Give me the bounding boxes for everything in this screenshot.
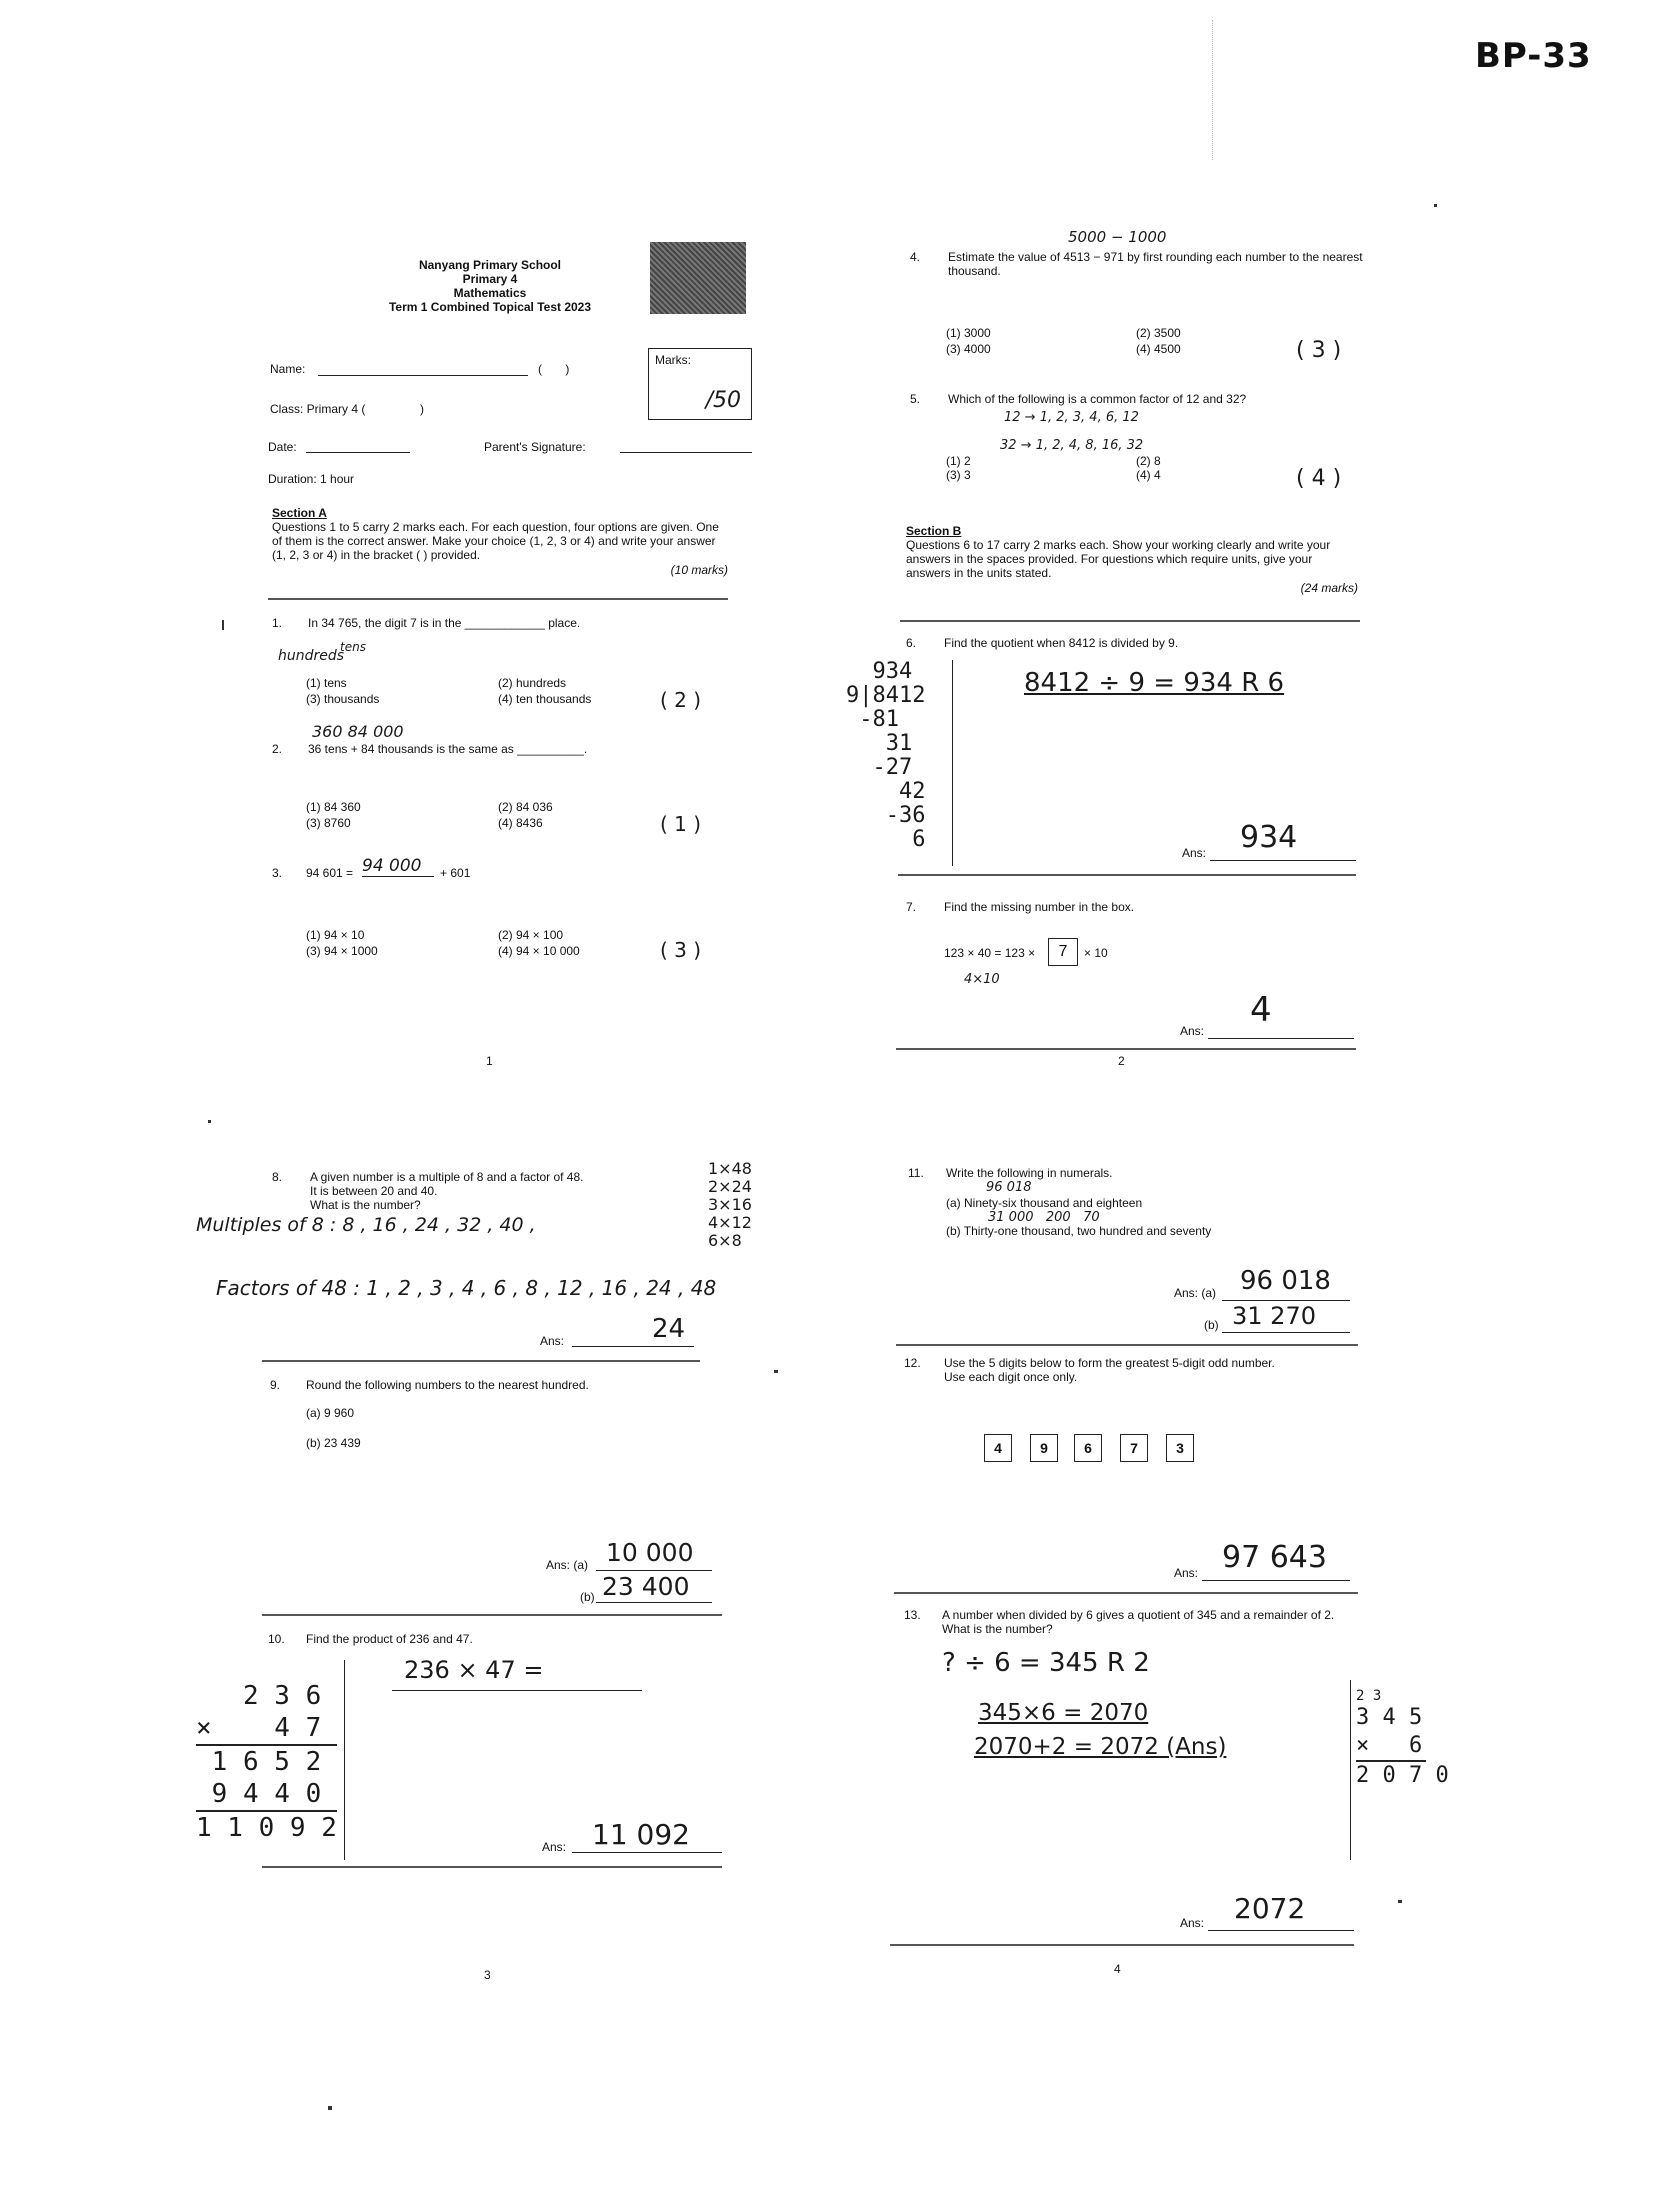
q9-answer-a: 10 000 <box>606 1538 694 1567</box>
q10-text: Find the product of 236 and 47. <box>306 1632 473 1646</box>
section-a-marks: (10 marks) <box>670 562 728 577</box>
q13-number: 13. <box>904 1608 921 1622</box>
page-number-1: 1 <box>486 1054 493 1068</box>
q10-answer: 11 092 <box>592 1818 690 1851</box>
q8-text <box>310 1170 584 1212</box>
q7-ans-label: Ans: <box>1180 1024 1205 1038</box>
q6-div-line: 934 <box>846 659 913 684</box>
q11-ans-label-a: Ans: (a) <box>1174 1286 1217 1300</box>
q10-number: 10. <box>268 1632 285 1646</box>
q2-option-3: (3) 8760 <box>306 816 351 830</box>
class-label: Class: Primary 4 ( <box>270 402 366 416</box>
school-name: Nanyang Primary School <box>418 258 562 272</box>
name-line <box>318 375 528 376</box>
date-line <box>306 452 410 453</box>
q9-text: Round the following numbers to the nearest hundred. <box>306 1378 589 1392</box>
q6-div-line: 31 <box>846 731 913 756</box>
q12-answer: 97 643 <box>1222 1540 1327 1575</box>
q5-option-1: (1) 2 <box>946 454 971 468</box>
q13-side-working <box>1356 1688 1449 1790</box>
page-number-4: 4 <box>1114 1962 1121 1976</box>
q3-option-1: (1) 94 × 10 <box>306 928 365 942</box>
q10-work-line: 1 1 0 9 2 <box>196 1813 337 1843</box>
subject: Mathematics <box>453 286 527 301</box>
q3-text-a: 94 601 = <box>306 866 354 880</box>
digit-card: 3 <box>1166 1434 1194 1462</box>
q2-number: 2. <box>272 742 283 756</box>
q12-text-line: Use the 5 digits below to form the greatest 5-digit odd number. <box>944 1356 1275 1370</box>
q4-option-2: (2) 3500 <box>1136 326 1181 340</box>
q1-number: 1. <box>272 616 283 630</box>
scan-speck <box>208 1120 211 1123</box>
q4-working: 5000 − 1000 <box>1068 228 1167 246</box>
digit-card: 7 <box>1120 1434 1148 1462</box>
divider <box>262 1614 722 1616</box>
date-label: Date: <box>268 440 297 454</box>
q10-work-line: 1 6 5 2 <box>196 1747 322 1777</box>
q9-ans-line-a <box>596 1570 712 1571</box>
marks-label: Marks: <box>655 353 691 367</box>
q8-ans-label: Ans: <box>540 1334 565 1348</box>
q1-option-3: (3) thousands <box>306 692 380 706</box>
q4-option-4: (4) 4500 <box>1136 342 1181 356</box>
q7-text: Find the missing number in the box. <box>944 900 1135 914</box>
q10-work-line: 2 3 6 <box>196 1681 322 1711</box>
q3-option-4: (4) 94 × 10 000 <box>498 944 580 958</box>
working-divider <box>344 1660 345 1860</box>
q6-number: 6. <box>906 636 917 650</box>
q4-number: 4. <box>910 250 921 264</box>
q9-part-a: (a) 9 960 <box>306 1406 355 1420</box>
q13-side-line: 3 4 5 <box>1356 1705 1423 1730</box>
q3-answer: ( 3 ) <box>660 938 702 962</box>
q10-working-line <box>392 1690 642 1691</box>
q12-text-line: Use each digit once only. <box>944 1370 1078 1385</box>
q13-working-2: 345×6 = 2070 <box>978 1700 1149 1726</box>
working-divider <box>952 660 953 866</box>
q3-option-2: (2) 94 × 100 <box>498 928 564 942</box>
q1-text: In 34 765, the digit 7 is in the ____________ place. <box>308 616 581 630</box>
q13-ans-line <box>1208 1930 1354 1931</box>
q11-number: 11. <box>908 1166 924 1180</box>
q5-working-1: 12 → 1, 2, 3, 4, 6, 12 <box>1004 410 1139 425</box>
q8-multiples-working: Multiples of 8 : 8 , 16 , 24 , 32 , 40 , <box>196 1214 536 1236</box>
q7-eq-b: × 10 <box>1084 946 1108 960</box>
q11-part-b: (b) Thirty-one thousand, two hundred and seventy <box>946 1224 1212 1238</box>
q6-div-line: -36 <box>846 803 926 828</box>
q1-working-1: hundreds <box>278 648 345 664</box>
q10-working: 236 × 47 = <box>404 1656 544 1684</box>
section-b-marks: (24 marks) <box>1300 580 1358 595</box>
divider <box>896 1048 1356 1050</box>
q4-answer: ( 3 ) <box>1296 338 1342 363</box>
q5-working-2: 32 → 1, 2, 4, 8, 16, 32 <box>1000 438 1144 453</box>
q6-div-line: 6 <box>846 827 926 852</box>
q6-answer: 934 <box>1240 820 1298 855</box>
q6-div-line: -27 <box>846 755 913 780</box>
q6-ans-label: Ans: <box>1182 846 1207 860</box>
q1-answer: ( 2 ) <box>660 688 702 712</box>
q13-ans-label: Ans: <box>1180 1916 1205 1930</box>
q9-ans-line-b <box>596 1602 712 1603</box>
q3-text-b: + 601 <box>440 866 471 880</box>
q6-long-division <box>846 660 925 852</box>
q3-option-3: (3) 94 × 1000 <box>306 944 378 958</box>
q13-answer: 2072 <box>1234 1892 1306 1925</box>
q6-div-line: 42 <box>846 779 926 804</box>
q9-part-b: (b) 23 439 <box>306 1436 361 1450</box>
q11-part-a: (a) Ninety-six thousand and eighteen <box>946 1196 1143 1210</box>
q9-answer-b: 23 400 <box>602 1572 690 1601</box>
q11-ans-line-b <box>1222 1332 1350 1333</box>
q1-option-2: (2) hundreds <box>498 676 567 690</box>
q2-option-4: (4) 8436 <box>498 816 543 830</box>
q5-option-3: (3) 3 <box>946 468 971 482</box>
q1-option-1: (1) tens <box>306 676 347 690</box>
q3-number: 3. <box>272 866 283 880</box>
q1-working-2: tens <box>340 640 366 654</box>
digit-card: 9 <box>1030 1434 1058 1462</box>
q6-div-line: -81 <box>846 707 899 732</box>
q2-text: 36 tens + 84 thousands is the same as __________. <box>308 742 588 756</box>
q9-number: 9. <box>270 1378 281 1392</box>
q5-text: Which of the following is a common factor of 12 and 32? <box>948 392 1247 406</box>
q4-option-3: (3) 4000 <box>946 342 991 356</box>
q6-div-line: 9|8412 <box>846 683 926 708</box>
q8-factor-pair: 4×12 <box>708 1213 752 1232</box>
q8-factors-working: Factors of 48 : 1 , 2 , 3 , 4 , 6 , 8 , 12 , 16 , 24 , 48 <box>216 1276 717 1300</box>
q8-text-line: A given number is a multiple of 8 and a factor of 48. <box>310 1170 584 1184</box>
q5-option-4: (4) 4 <box>1136 468 1161 482</box>
q8-factor-pair: 1×48 <box>708 1159 752 1178</box>
q10-ans-label: Ans: <box>542 1840 567 1854</box>
working-divider <box>1350 1680 1351 1860</box>
scan-artifact-line <box>1212 20 1213 160</box>
q2-option-1: (1) 84 360 <box>306 800 361 814</box>
document-code: BP-33 <box>1475 36 1592 76</box>
q10-long-multiplication <box>196 1680 337 1844</box>
q10-work-line: 9 4 4 0 <box>196 1778 337 1812</box>
scan-speck <box>774 1370 778 1373</box>
q5-number: 5. <box>910 392 921 406</box>
name-label: Name: <box>270 362 306 376</box>
q9-ans-label-b: (b) <box>580 1590 595 1604</box>
divider <box>262 1866 722 1868</box>
q13-working-3: 2070+2 = 2072 (Ans) <box>974 1734 1227 1760</box>
q12-text <box>944 1356 1275 1384</box>
q6-working: 8412 ÷ 9 = 934 R 6 <box>1024 668 1285 698</box>
q13-working-1: ? ÷ 6 = 345 R 2 <box>942 1648 1150 1678</box>
q6-text: Find the quotient when 8412 is divided by 9. <box>944 636 1179 650</box>
q7-number: 7. <box>906 900 917 914</box>
test-title: Term 1 Combined Topical Test 2023 <box>388 300 592 315</box>
divider <box>898 874 1356 876</box>
scan-speck <box>328 2106 332 2110</box>
q5-answer: ( 4 ) <box>1296 466 1342 491</box>
q5-option-2: (2) 8 <box>1136 454 1161 468</box>
q4-option-1: (1) 3000 <box>946 326 991 340</box>
divider <box>262 1360 700 1362</box>
divider <box>896 1344 1358 1346</box>
q8-ans-line <box>572 1346 694 1347</box>
q12-number: 12. <box>904 1356 921 1370</box>
section-a-title: Section A <box>272 506 327 520</box>
q11-working-b: 31 000 200 70 <box>988 1210 1100 1225</box>
marks-box <box>648 348 752 420</box>
divider <box>894 1592 1358 1594</box>
q2-answer: ( 1 ) <box>660 812 702 836</box>
q6-ans-line <box>1210 860 1356 861</box>
page-number-3: 3 <box>484 1968 491 1982</box>
q11-text: Write the following in numerals. <box>946 1166 1113 1180</box>
q8-text-line: What is the number? <box>310 1198 421 1213</box>
q8-answer: 24 <box>652 1314 686 1344</box>
page-number-2: 2 <box>1118 1054 1125 1068</box>
q1-option-4: (4) ten thousands <box>498 692 592 706</box>
digit-card: 6 <box>1074 1434 1102 1462</box>
q3-working: 94 000 <box>362 856 434 877</box>
q8-factor-pair: 3×16 <box>708 1195 752 1214</box>
scan-speck <box>222 620 224 630</box>
q13-side-line: 2 0 7 0 <box>1356 1763 1449 1788</box>
section-a-instructions: Questions 1 to 5 carry 2 marks each. For each question, four options are given. One of them is the correct answer. Make your choice (1, 2, 3 or 4) and write your answer (1, 2, 3 or 4) in the bracket ( ) provided. <box>272 520 719 563</box>
q7-answer-box: 7 <box>1048 938 1078 966</box>
q8-number: 8. <box>272 1170 283 1184</box>
q13-side-line: 2 3 <box>1356 1688 1382 1704</box>
q11-working-a: 96 018 <box>986 1180 1032 1195</box>
q13-side-line: × 6 <box>1356 1732 1426 1762</box>
scan-speck <box>1434 204 1437 207</box>
section-b-title: Section B <box>906 524 962 538</box>
q7-ans-line <box>1208 1038 1354 1039</box>
q9-ans-label-a: Ans: (a) <box>546 1558 589 1572</box>
q8-factor-pair: 2×24 <box>708 1177 752 1196</box>
q13-text: A number when divided by 6 gives a quotient of 345 and a remainder of 2. What is the number? <box>942 1608 1335 1637</box>
signature-line <box>620 452 752 453</box>
school-logo <box>650 242 746 314</box>
q2-option-2: (2) 84 036 <box>498 800 553 814</box>
q8-text-line: It is between 20 and 40. <box>310 1184 438 1199</box>
school-header <box>360 258 620 315</box>
divider <box>268 598 728 600</box>
digit-card: 4 <box>984 1434 1012 1462</box>
signature-label: Parent's Signature: <box>484 440 586 454</box>
q7-working: 4×10 <box>964 972 1000 987</box>
q12-ans-label: Ans: <box>1174 1566 1199 1580</box>
q2-working: 360 84 000 <box>312 722 404 741</box>
document-page: BP-33 Nanyang Primary School Primary 4 Mathematics Term 1 Combined Topical Test 2023 Name: ( ) Class: Primary 4 ( ) Date: Parent's Signature: Duration: 1 hour Marks: /50 Section A Questions 1 to 5 carry 2 marks each. For each question, four options are given. One of them is the correct answer. Make your choice (1, 2, 3 or 4) and write your answer (1, 2, 3 or 4) in the bracket ( ) provided. (10 marks) 1. In 34 765, the digit 7 is in the ____________ place. hundreds tens (1) tens (2) hundreds (3) thousands (4) ten thousands ( 2 ) 360 84 000 2. 36 tens + 84 thousands is the same as __________. (1) 84 360 (2) 84 036 (3) 8760 (4) 8436 ( 1 ) 3. 94 601 = 94 000 + 601 (1) 94 × 10 (2) 94 × 100 (3) 94 × 1000 (4) 94 × 10 000 ( 3 ) 1 5000 − 1000 4. Estimate the value of 4513 − 971 by first rounding each number to the nearest thousand. (1) 3000 (2) 3500 (3) 4000 (4) 4500 ( 3 ) 5. Which of the following is a common factor of 12 and 32? 12 → 1, 2, 3, 4, 6, 12 32 → 1, 2, 4, 8, 16, 32 (1) 2 (2) 8 (3) 3 (4) 4 ( 4 ) Section B Questions 6 to 17 carry 2 marks each. Show your working clearly and write your answers in the spaces provided. For questions which require units, give your answers in the units stated. (24 marks) 6. Find the quotient when 8412 is divided by 9. 8412 ÷ 9 = 934 R 6 934 9|8412 -81 31 -27 42 -36 6 Ans: 934 7. Find the missing number in the box. 123 × 40 = 123 × 7 × 10 4×10 Ans: 4 2 8. A given number is a multiple of 8 and a factor of 48. It is between 20 and 40. What is the number? 1×48 2×24 3×16 4×12 6×8 Multiples of 8 : 8 , 16 , 24 , 32 , 40 , Factors of 48 : 1 , 2 , 3 , 4 , 6 , 8 , 12 , 16 , 24 , 48 Ans: 24 9. Round the following numbers to the nearest hundred. (a) 9 960 (b) 23 439 Ans: (a) 10 000 (b) 23 400 10. Find the product of 236 and 47. 236 × 47 = 2 3 6 × 4 7 1 6 5 2 9 4 4 0 1 1 0 9 2 Ans: 11 092 3 11. Write the following in numerals. 96 018 (a) Ninety-six thousand and eighteen 31 000 200 70 (b) Thirty-one thousand, two hundred and seventy Ans: (a) 96 018 (b) 31 270 12. Use the 5 digits below to form the greatest 5-digit odd number. Use each digit once only. 4 9 6 7 3 Ans: 97 643 13. A number when divided by 6 gives a quotient of 345 and a remainder of 2. What is the number? ? ÷ 6 = 345 R 2 345×6 = 2070 2070+2 = 2072 (Ans) 2 3 3 4 5 × 6 2 0 7 0 Ans: 2072 4 <box>0 0 1654 2200</box>
q10-work-line: × 4 7 <box>196 1712 337 1746</box>
q8-factor-pairs <box>708 1160 752 1250</box>
section-a <box>272 506 728 577</box>
q10-ans-line <box>572 1852 722 1853</box>
q4-text: Estimate the value of 4513 − 971 by first rounding each number to the nearest thousand. <box>948 250 1363 279</box>
q11-ans-label-b: (b) <box>1204 1318 1219 1332</box>
section-b <box>906 524 1358 595</box>
level: Primary 4 <box>462 272 518 287</box>
q8-factor-pair: 6×8 <box>708 1231 742 1250</box>
q12-ans-line <box>1202 1580 1350 1581</box>
q11-answer-a: 96 018 <box>1240 1266 1331 1296</box>
section-b-instructions: Questions 6 to 17 carry 2 marks each. Show your working clearly and write your answers in the spaces provided. For questions which require units, give your answers in the units stated. <box>906 538 1331 581</box>
q7-eq-a: 123 × 40 = 123 × <box>944 946 1036 960</box>
q11-answer-b: 31 270 <box>1232 1302 1316 1330</box>
marks-total: /50 <box>705 388 741 413</box>
divider <box>900 620 1360 622</box>
scan-speck <box>1398 1900 1402 1903</box>
q11-ans-line-a <box>1222 1300 1350 1301</box>
divider <box>890 1944 1354 1946</box>
duration: Duration: 1 hour <box>268 472 355 486</box>
q7-answer: 4 <box>1250 990 1272 1030</box>
